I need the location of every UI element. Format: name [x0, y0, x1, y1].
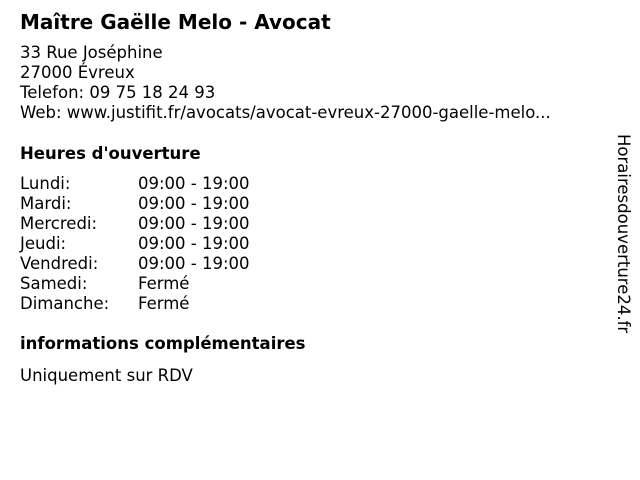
phone-number: Telefon: 09 75 18 24 93: [20, 83, 216, 102]
hours-row-dimanche: [20, 294, 340, 314]
hours-row-vendredi: [20, 254, 340, 274]
day-label: Mardi:: [20, 194, 72, 213]
site-watermark: Horairesdouverture24.fr: [614, 134, 633, 334]
day-label: Vendredi:: [20, 254, 99, 273]
hours-row-mardi: [20, 194, 340, 214]
day-label: Mercredi:: [20, 214, 98, 233]
street-address: 33 Rue Joséphine: [20, 43, 163, 62]
day-hours: 09:00 - 19:00: [138, 254, 250, 273]
day-hours: 09:00 - 19:00: [138, 214, 250, 233]
website-link: Web: www.justifit.fr/avocats/avocat-evreux-27000-gaelle-melo...: [20, 103, 551, 122]
opening-hours-table: [20, 174, 340, 314]
hours-row-jeudi: [20, 234, 340, 254]
day-label: Jeudi:: [20, 234, 67, 253]
opening-hours-heading: Heures d'ouverture: [20, 144, 201, 163]
hours-row-lundi: [20, 174, 340, 194]
additional-info-text: Uniquement sur RDV: [20, 366, 193, 385]
day-hours: Fermé: [138, 274, 190, 293]
page-title: Maître Gaëlle Melo - Avocat: [20, 10, 331, 34]
day-label: Dimanche:: [20, 294, 110, 313]
hours-row-mercredi: [20, 214, 340, 234]
day-label: Lundi:: [20, 174, 71, 193]
contact-block: [20, 43, 551, 123]
day-hours: 09:00 - 19:00: [138, 234, 250, 253]
hours-row-samedi: [20, 274, 340, 294]
day-hours: 09:00 - 19:00: [138, 194, 250, 213]
day-label: Samedi:: [20, 274, 88, 293]
city-postal-code: 27000 Évreux: [20, 63, 135, 82]
additional-info-heading: informations complémentaires: [20, 334, 306, 353]
day-hours: Fermé: [138, 294, 190, 313]
day-hours: 09:00 - 19:00: [138, 174, 250, 193]
